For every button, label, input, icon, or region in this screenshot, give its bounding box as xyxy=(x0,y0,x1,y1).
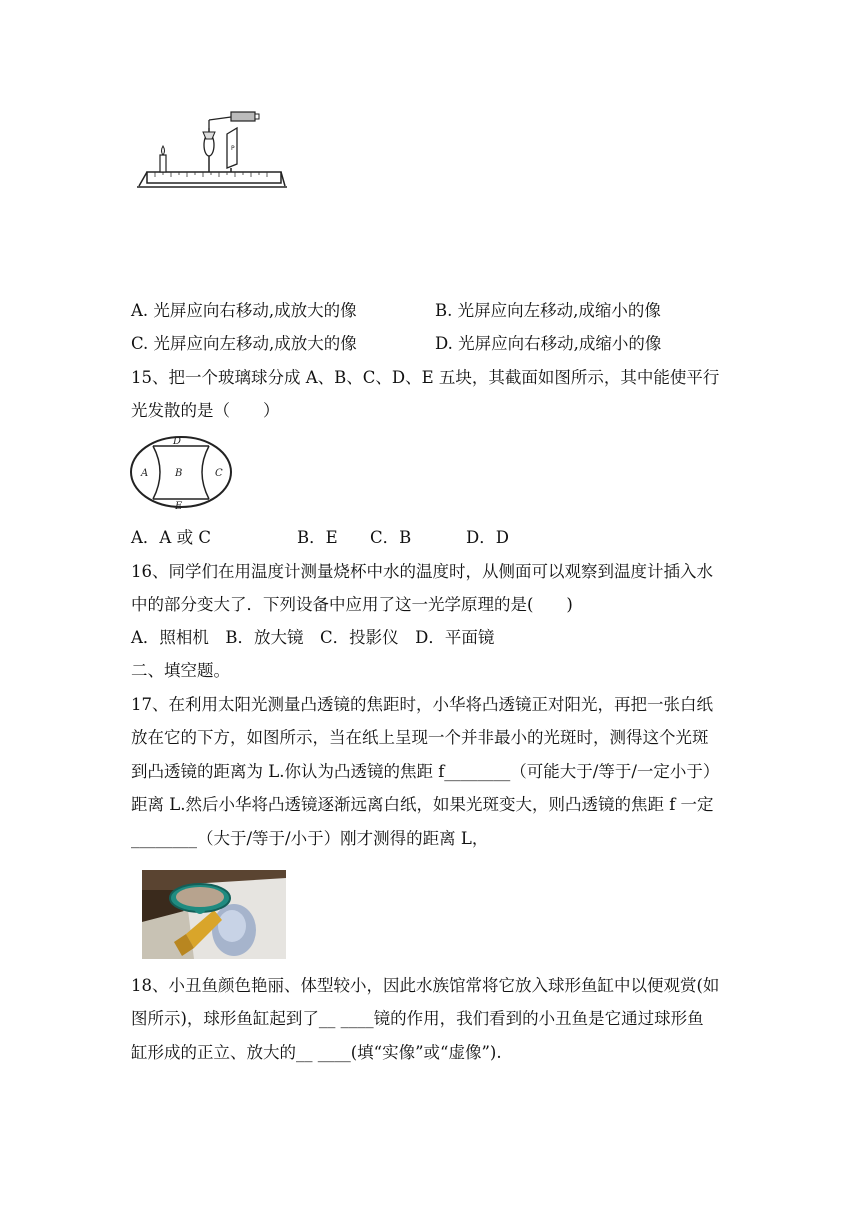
q15-question-line2: 光发散的是（ ） xyxy=(131,401,280,420)
label-b: B xyxy=(175,468,183,479)
q16-question-line1: 16、同学们在用温度计测量烧杯中水的温度时，从侧面可以观察到温度计插入水 xyxy=(131,562,713,581)
q14-option-a: A. 光屏应向右移动,成放大的像 xyxy=(131,301,357,320)
q18-question-line3: 缸形成的正立、放大的__ ____(填“实像”或“虚像”). xyxy=(131,1043,502,1062)
q17-question-line1: 17、在利用太阳光测量凸透镜的焦距时，小华将凸透镜正对阳光，再把一张白纸 xyxy=(131,695,713,714)
q15-question-line1: 15、把一个玻璃球分成 A、B、C、D、E 五块，其截面如图所示，其中能使平行 xyxy=(131,368,720,387)
q18-question-line2: 图所示)，球形鱼缸起到了__ ____镜的作用，我们看到的小丑鱼是它通过球形鱼 xyxy=(131,1009,704,1028)
label-e: E xyxy=(175,501,183,512)
q17-question-line5: ________（大于/等于/小于）刚才测得的距离 L， xyxy=(131,829,489,848)
q15-option-c: C．B xyxy=(370,528,412,547)
glass-ball-section-figure xyxy=(129,434,235,512)
q16-options: A．照相机 B．放大镜 C．投影仪 D．平面镜 xyxy=(131,628,495,647)
svg-text:P: P xyxy=(231,145,235,152)
q15-option-b: B．E xyxy=(297,528,338,547)
q14-option-c: C. 光屏应向左移动,成放大的像 xyxy=(131,334,357,353)
q14-option-b: B. 光屏应向左移动,成缩小的像 xyxy=(435,301,661,320)
q17-question-line4: 距离 L.然后小华将凸透镜逐渐远离白纸，如果光斑变大，则凸透镜的焦距 f 一定 xyxy=(131,795,714,814)
q15-option-d: D．D xyxy=(466,528,509,547)
q16-question-line2: 中的部分变大了．下列设备中应用了这一光学原理的是( ) xyxy=(131,595,573,614)
label-d: D xyxy=(173,436,182,447)
convex-lens-photo xyxy=(142,870,286,959)
q15-option-a: A．A 或 C xyxy=(131,528,211,547)
optical-bench-figure xyxy=(133,108,288,193)
q17-question-line3: 到凸透镜的距离为 L.你认为凸透镜的焦距 f________（可能大于/等于/一定小于） xyxy=(131,762,720,781)
q14-option-d: D. 光屏应向右移动,成缩小的像 xyxy=(435,334,662,353)
q17-question-line2: 放在它的下方，如图所示，当在纸上呈现一个并非最小的光斑时，测得这个光斑 xyxy=(131,728,709,747)
section-title: 二、填空题。 xyxy=(131,661,230,680)
q18-question-line1: 18、小丑鱼颜色艳丽、体型较小，因此水族馆常将它放入球形鱼缸中以便观赏(如 xyxy=(131,976,720,995)
label-a: A xyxy=(141,468,149,479)
label-c: C xyxy=(215,468,223,479)
